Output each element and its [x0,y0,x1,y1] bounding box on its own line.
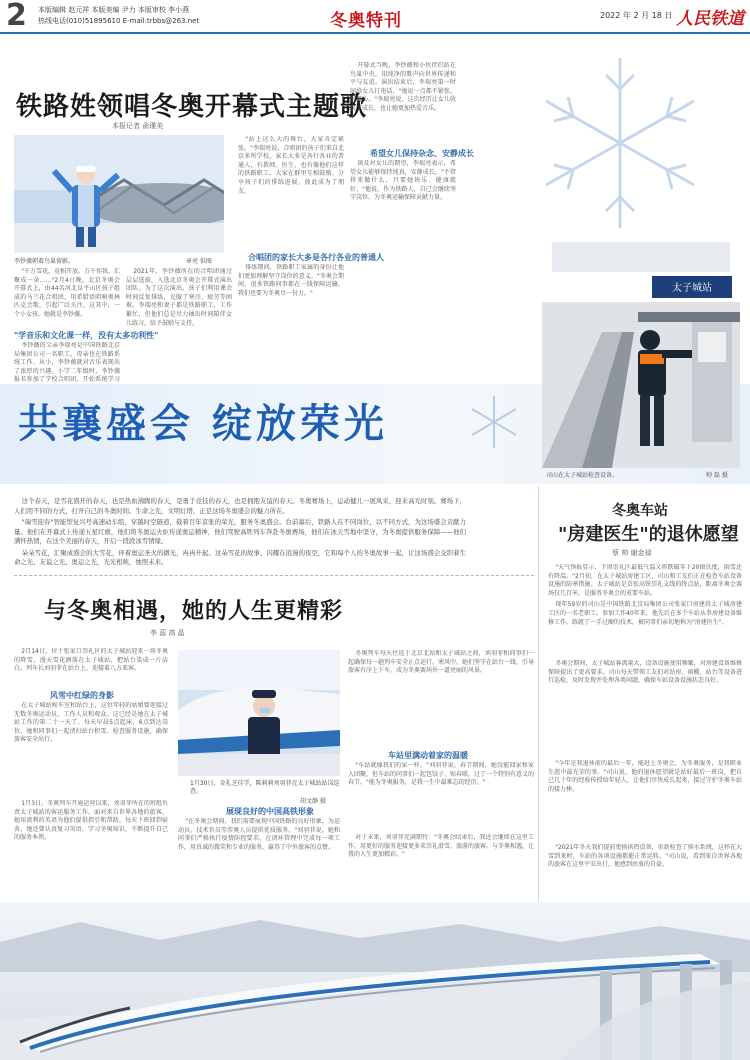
article3-paragraph: 现年59岁的司山是中国铁路北京局集团公司张家口房建段太子城房建工区的一名老职工。参加工作40年来，他先后在多个车站从事房建设备维修工作，练就了一手过硬的技术，被同事们亲切地称为"房建医生"。 [548,601,742,626]
article2-text-col4: 冬奥列车每天往返于北京北站和太子城站之间，刘羽菲和同事们一起确保每一趟列车安全正点运行。寒风中，她们坚守在站台一线，引导旅客有序上下车，成为冬奥赛场外一道亮丽的风景。 [348,650,534,675]
small-snowflake-icon [464,392,524,452]
article3-photo-caption: 司山在太子城站检查设备。 [546,472,619,479]
conductor-on-train-image [178,650,340,776]
section-title: 冬奥特刊 [330,11,402,31]
high-speed-train-photo [0,902,750,1060]
article3-text-block [548,564,742,656]
article3-paragraph: "今年是我退休前的最后一年，能赶上冬奥会，为冬奥服务，是我职业生涯中最光荣的事。"司山说，他的退休愿望就是站好最后一班岗，把自己几十年的经验传授给年轻人，让他们尽快成长起来，接过守护冬奥车站的接力棒。 [548,760,742,793]
article3-byline: 蔡 帅 谢金禄 [612,549,652,557]
article1-subhead-3: 希望女儿保持杂念、安静成长 [370,149,474,158]
article2-lead: 2月14日，位于张家口崇礼区的太子城站迎来一场冬奥的降雪。漫天雪花洒落在太子城站，把站台染成一片洁白。列车长刘羽菲在站台上，迎接着八方来客。 [14,648,168,673]
intro-paragraph: 这个春天，是雪花盛开的春天，也是热血沸腾的春天，是勇于竞技的春天，也是拥抱友谊的春天。冬奥赛场上，运动健儿一展风采，迎来高光时刻。赛场下，人们用不同的方式，打开自己的冬奥时间。生命之光，文明灯塔，正是这场冬奥盛会的魅力所在。 [14,497,466,515]
article1-text-col6: 谈及对女儿的期望，李瑞亮表示，希望女儿能够保持纯真，安静成长，"不管将来做什么，只要她快乐、健康就好。"他说，作为铁路人，自己会继续坚守岗位，为冬奥运输保障贡献力量。 [350,160,456,202]
article3-headline-line1: 冬奥车站 [612,503,668,519]
intro-paragraph: "瑞雪迎春"智能型复兴号高速动车组，穿越时空隧道，载着百年京张的荣光，服务冬奥盛会。台前幕后，铁路人在不同岗位，以不同方式，为这场盛会贡献力量。他们在开幕式上传递五星红旗，他们将冬奥运火炬传递奥运精神，他们驾驶高铁列车奔赴冬奥赛场，他们在冰天雪地中坚守，为冬奥提供服务保障——他们满怀热情，在这个美丽的春天，开启一段段冰雪情缘。 [14,518,466,545]
article2-text-col2: 1月3日，冬奥列车开通运营以来，刘羽菲所在的班组负责太子城站的客运服务工作。面对来自世界各地的旅客，她用流利的英语为他们提供指引和帮助。每天下班回到宿舍，她还要认真复习英语，学习冬奥知识，不断提升自己的服务本领。 [14,800,168,842]
snowflake-icon [520,48,720,238]
article3-photo [542,232,740,468]
train-in-snow-image [0,902,750,1060]
column-divider [538,486,539,902]
article2-headline: 与冬奥相遇，她的人生更精彩 [44,598,344,624]
article1-byline: 本报记者 俞瑾美 [112,122,164,130]
theme-banner-title: 共襄盛会 绽放荣光 [18,401,388,447]
worker-on-platform-image [542,232,740,468]
page-number: 2 [6,0,27,33]
article3-paragraph: "天气预报显示，下周崇礼区最低气温又将跌破零下20摄氏度，雨雪还有降温。"2月初，在太子城站房建工区，司山和工友们正在检查车站设备设施的防寒措施。太子城站是京张高铁崇礼支线的终点站，距离冬奥会赛场仅几百米，是服务冬奥会的重要车站。 [548,564,742,597]
banner-intro [14,497,466,570]
article2-subhead-3: 车站里满动着家的温暖 [388,751,468,760]
article2-subhead-2: 展现良好的中国高铁形象 [226,807,314,816]
newspaper-logo: 人民铁道 [676,9,744,29]
article1-photo-credit: 章亮 供图 [186,258,212,265]
article1-text-col2: 2021年，李钞薇所在的合唱团通过层层选拔，入选北京冬奥会开幕式演出团队。为了这次演出，孩子们利用课余时间反复排练，克服了寒冷、疲劳等困难。李瑞亮和妻子都是铁路职工，工作繁忙，但他们总是尽力抽出时间陪伴女儿练习，给予鼓励与支持。 [126,268,232,327]
issue-date: 2022 年 2 月 18 日 [600,11,673,20]
article2-text-col6: 对于未来，刘羽菲充满期待："冬奥会结束后，我还会继续在这里工作，用更好的服务迎接更多来崇礼滑雪、旅游的旅客。与冬奥相遇，让我的人生更加精彩。" [348,834,534,859]
article1-headline: 铁路姓领唱冬奥开幕式主题歌 [16,92,368,122]
article3-paragraph: 冬奥会期间，太子城站客流量大，设备设施使用频繁，对房建设备维修保障提出了更高要求。司山每天带领工友们对站房、雨棚、站台等设备进行巡检，及时发现并处理各类问题，确保车站设备设施状态良好。 [548,660,742,685]
article3-headline-line2: "房建医生"的退休愿望 [558,524,739,545]
article2-subhead-1: 风雪中红绿的身影 [50,691,114,700]
article3-paragraph: "2021年冬天我们提前更换供热设备，重新检查了排水系统，这样在大雪到来时，车站的各项设施都能正常运转。"司山说，看到来自世界各地的旅客在这里平安出行，他感到由衷的自豪。 [548,844,742,869]
child-at-birds-nest-image [14,135,224,253]
article1-text-col4: 排练期间，铁路职工家属的身份让他们更加理解坚守岗位的意义。"冬奥会期间，很多铁路同事都在一线保障运输，我们也要为冬奥尽一份力。" [238,264,344,297]
article2-text-col1: 在太子城站候车室和站台上，这位年轻的姑娘曾迎接过无数冬奥运动员、工作人员和观众。这已经是她在太子城站工作的第二十一天了。每天早晨5点起床，6点到达岗位，她和同事们一起清扫站台积雪、检查服务设施，确保旅客安全出行。 [14,702,168,744]
article3-photo-credit: 帅 磊 摄 [706,472,728,479]
article3-text-block [548,660,742,756]
article1-lead: "千万雪花，竞相开放。万千你我，汇聚成一朵……"2月4日晚，北京冬奥会开幕式上，由44名河北阜平山区孩子组成的马兰花合唱团，用希腊语唱响奥林匹克会歌，引起广泛关注。这其中，一个小女孩，她就是李钞薇。 [14,268,120,318]
section-divider [14,575,534,576]
article1-text-col5: 开幕式当晚，李钞薇和小伙伴们站在鸟巢中央，用纯净的歌声向世界传递和平与友谊。演出结束后，李瑞亮第一时间给女儿打电话，"她说一点都不紧张，很开心。"李瑞亮说，这次经历让女儿收获了成长，也让她更加热爱音乐。 [350,62,456,112]
article1-text-col1: 李钞薇的父亲李瑞亮是中国铁路北京局集团公司一名职工，母亲也在铁路系统工作。从小，李钞薇就对音乐表现出了浓厚的兴趣。小学二年级时，李钞薇报名参加了学校合唱团，开始系统学习 [14,342,120,384]
article1-subhead-2: 合唱团的家长大多是各行各业的普通人 [248,253,384,262]
article2-photo [178,650,340,776]
station-sign-text: 太子城站 [672,283,712,294]
article2-byline: 李 蕊 高 晶 [150,629,185,637]
article1-subhead-1: "学音乐和文化课一样，没有太多功利性" [14,331,159,340]
article2-text-col5: "车站就像我们的家一样。"刘羽菲说。春节期间，她没能回家和家人团聚，但车站的同事们一起包饺子、贴春联，过了一个特别有意义的春节。"能为冬奥服务，是我一生中最难忘的经历。" [348,762,534,787]
masthead [0,0,750,34]
article2-photo-credit: 胡文静 摄 [300,798,326,805]
editors-line: 本版编辑 赵元祥 本版美编 尹力 本版审校 李小燕 [38,6,190,14]
article1-photo [14,135,224,253]
article1-photo-caption: 李钞薇朝着鸟巢留影。 [14,258,75,265]
article1-text-col3: "站上这么大的舞台，大家肯定紧张。"李瑞亮说，合唱团的孩子们来自北京多所学校，家长大多是各行各业的普通人，有教师、医生，也有像他们这样的铁路职工。大家在群里互相鼓励、分享孩子们的排练进展，彼此成为了朋友。 [238,136,344,195]
article3-text-block [548,844,742,900]
intro-paragraph: 朵朵雪花，汇聚成盛会的大雪花，伴着奥运圣火的微光，冉冉升起。这朵雪花的故事，闪耀在浪漫的夜空，它和每个人的冬奥故事一起，让这场盛会交织着生命之光、友谊之光、奥运之光，光光相映，烛照未来。 [14,548,466,566]
contact-line: 热线电话(010)51895610 E-mail:trbbs@263.net [38,17,200,25]
editors-info [38,5,199,27]
article2-photo-caption: 1月30日，金礼芝佳学，陈莉莉刘羽菲在太子城站站岗巡查。 [190,780,340,795]
article3-text-block [548,760,742,840]
article2-text-col3: "在冬奥会期间，我们需要展现中国铁路的良好形象，为运动员、技术官员等涉奥人员提供优质服务。"刘羽菲说。她和同事们严格执行疫情防控要求，在闭环管理中完成每一项工作，用真诚的微笑和专业的服务，赢得了中外旅客的点赞。 [178,818,340,851]
